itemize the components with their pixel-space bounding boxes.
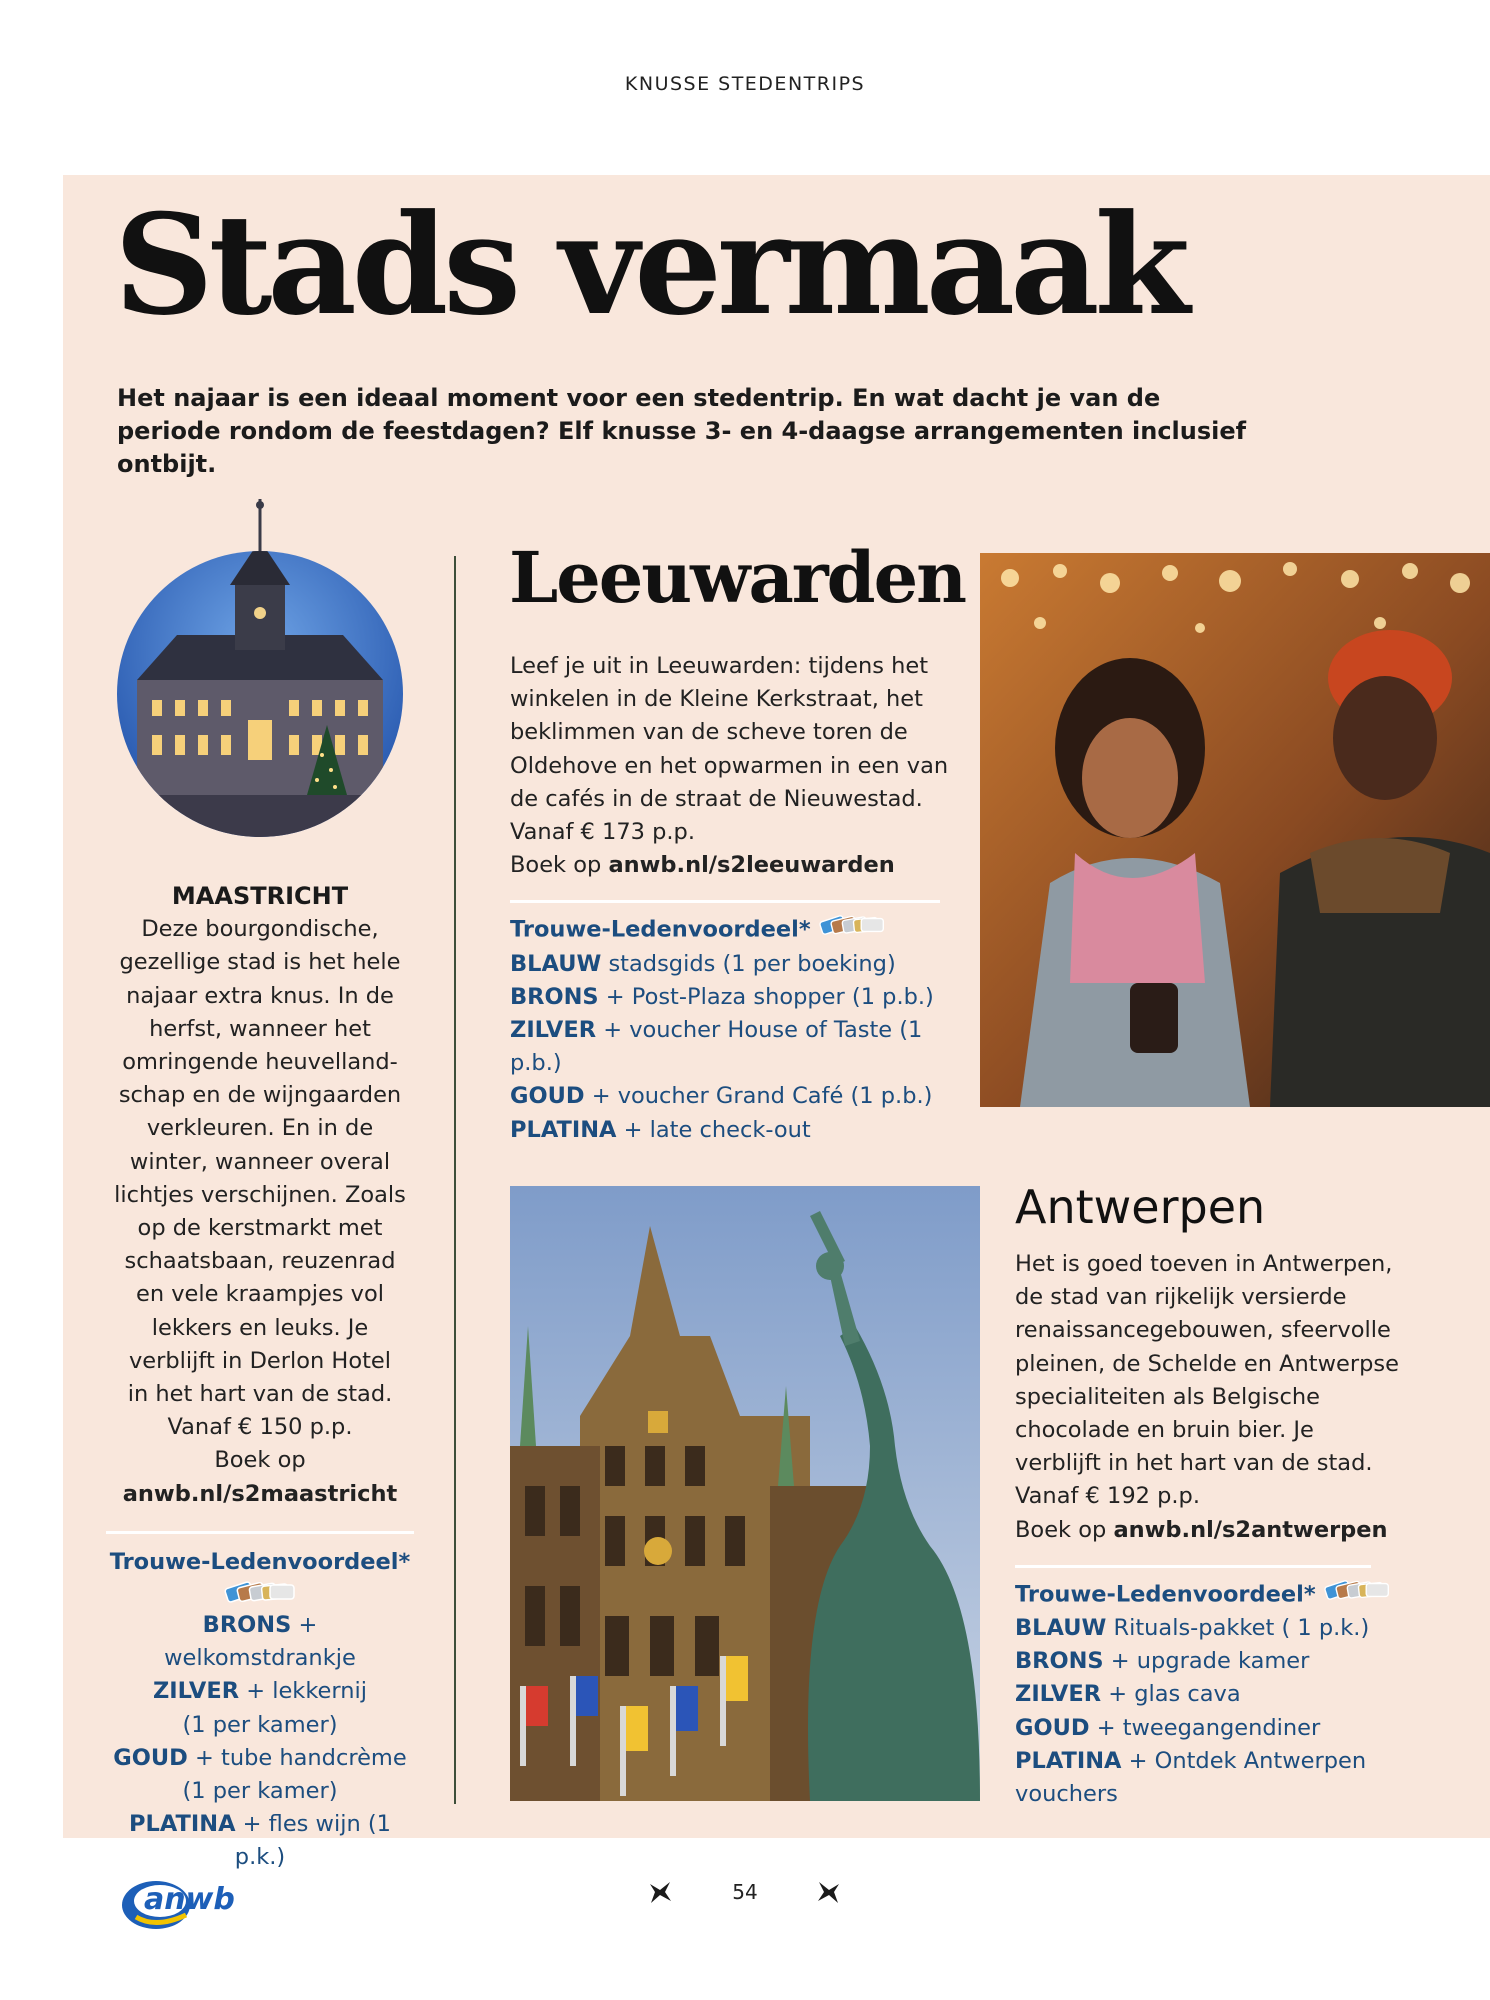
maastricht-bonus-title: Trouwe-Ledenvoordeel* [109, 1548, 411, 1575]
maastricht-book-link[interactable]: anwb.nl/s2maastricht [122, 1480, 398, 1507]
maastricht-line: lekkers en leuks. Je [151, 1314, 369, 1341]
antwerpen-price: Vanaf € 192 p.p. [1015, 1483, 1200, 1510]
maastricht-bonus-row: ZILVER + lekkernij [152, 1678, 368, 1705]
column-divider [454, 556, 456, 1804]
leeuwarden-heading: Leeuwarden [509, 536, 966, 619]
leeuwarden-bonus-title: Trouwe-Ledenvoordeel* [510, 913, 950, 947]
maastricht-line: schaatsbaan, reuzenrad [124, 1248, 396, 1275]
logo-text: anwb [144, 1882, 235, 1917]
divider [106, 1531, 414, 1534]
leeuwarden-bonus-row: ZILVER + voucher House of Taste (1 p.b.) [510, 1017, 923, 1077]
leeuwarden-bonus-row: GOUD + voucher Grand Café (1 p.b.) [510, 1083, 933, 1110]
antwerpen-body: Het is goed toeven in Antwerpen, de stad van rijkelijk versierde renaissancegebouwen, sfeervolle pleinen, de Schelde en Antwerpse specialiteiten als Belgische chocolade en bruin bier. Je verblijft in het hart van de stad. Vanaf € 192 p.p. Boek op anwb.nl/s2antwerpen Trouwe-Ledenvoordeel* BLAUW Rituals-pakket ( 1 p.k.) BRONS + upgrade kamer ZILVER + glas cava GOUD + tweegangendiner PLATINA + Ontdek Antwerpen vouchers [1015, 1248, 1455, 1811]
maastricht-column [106, 880, 414, 1875]
antwerpen-bonus-row: vouchers [1015, 1781, 1118, 1808]
maastricht-photo [117, 495, 403, 837]
section-kicker: KNUSSE STEDENTRIPS [624, 73, 866, 95]
intro-text: Het najaar is een ideaal moment voor een stedentrip. En wat dacht je van de periode rondom de feestdagen? Elf knusse 3- en 4-daagse arrangementen inclusief ontbijt. [117, 384, 1247, 478]
maastricht-bonus-row: (1 per kamer) [182, 1778, 338, 1805]
member-badge-icon [817, 913, 887, 947]
maastricht-heading: MAASTRICHT [171, 882, 349, 910]
maastricht-line: lichtjes verschijnen. Zoals [114, 1181, 406, 1208]
anwb-logo[interactable] [116, 1867, 242, 1933]
antwerpen-book-label: Boek op [1015, 1516, 1107, 1543]
antwerpen-photo [510, 1186, 980, 1801]
maastricht-line: verkleuren. En in de [146, 1115, 374, 1142]
antwerpen-book-link[interactable]: anwb.nl/s2antwerpen [1113, 1516, 1388, 1543]
page-number: 54 [732, 1880, 758, 1904]
antwerpen-bonus-row: BRONS + upgrade kamer [1015, 1648, 1310, 1675]
maastricht-line: Deze bourgondische, [141, 916, 379, 943]
maastricht-price: Vanaf € 150 p.p. [167, 1414, 353, 1441]
leeuwarden-bonus-row: PLATINA + late check-out [510, 1116, 811, 1143]
leeuwarden-price: Vanaf € 173 p.p. [510, 819, 695, 846]
leaf-ornament-icon [647, 1879, 673, 1905]
leeuwarden-book-label: Boek op [510, 852, 602, 879]
antwerpen-bonus-row: BLAUW Rituals-pakket ( 1 p.k.) [1015, 1615, 1370, 1642]
member-badge-icon [1322, 1578, 1392, 1612]
maastricht-bonus-row: PLATINA + fles wijn (1 p.k.) [129, 1811, 391, 1871]
antwerpen-heading: Antwerpen [1015, 1180, 1266, 1234]
maastricht-bonus-row: GOUD + tube handcrème [113, 1744, 407, 1771]
maastricht-line: en vele kraampjes vol [135, 1281, 385, 1308]
leaf-ornament-icon [816, 1879, 842, 1905]
maastricht-line: in het hart van de stad. [127, 1381, 393, 1408]
leeuwarden-book-link[interactable]: anwb.nl/s2leeuwarden [608, 852, 895, 879]
divider [1015, 1565, 1371, 1568]
leeuwarden-bonus-row: BRONS + Post-Plaza shopper (1 p.b.) [510, 983, 934, 1010]
maastricht-line: omringende heuvelland- [122, 1049, 398, 1076]
maastricht-line: herfst, wanneer het [149, 1015, 371, 1042]
antwerpen-bonus-title: Trouwe-Ledenvoordeel* [1015, 1578, 1455, 1612]
maastricht-line: verblijft in Derlon Hotel [128, 1347, 392, 1374]
maastricht-line: op de kerstmarkt met [137, 1215, 383, 1242]
leeuwarden-photo [980, 553, 1490, 1107]
antwerpen-bonus-row: PLATINA + Ontdek Antwerpen [1015, 1747, 1367, 1774]
page-title: Stads vermaak [114, 183, 1186, 346]
maastricht-book-label: Boek op [214, 1447, 306, 1474]
leeuwarden-body: Leef je uit in Leeuwarden: tijdens het winkelen in de Kleine Kerkstraat, het beklimmen van de scheve toren de Oldehove en het opwarmen in een van de cafés in de straat de Nieuwestad. Vanaf € 173 p.p. Boek op anwb.nl/s2leeuwarden Trouwe-Ledenvoordeel* BLAUW stadsgids (1 per boeking) BRONS + Post-Plaza shopper (1 p.b.) ZILVER + voucher House of Taste (1 p.b.) GOUD + voucher Grand Café (1 p.b.) PLATINA + late check-out [510, 650, 950, 1147]
maastricht-line: gezellige stad is het hele [119, 949, 401, 976]
maastricht-line: schap en de wijngaarden [118, 1082, 402, 1109]
maastricht-line: najaar extra knus. In de [126, 982, 394, 1009]
leeuwarden-bonus-row: BLAUW stadsgids (1 per boeking) [510, 950, 896, 977]
divider [510, 900, 940, 903]
maastricht-line: winter, wanneer overal [129, 1148, 391, 1175]
member-badge-icon [106, 1579, 414, 1609]
maastricht-bonus-row: BRONS + welkomstdrankje [164, 1612, 356, 1672]
antwerpen-bonus-row: GOUD + tweegangendiner [1015, 1714, 1321, 1741]
maastricht-bonus-row: (1 per kamer) [182, 1711, 338, 1738]
antwerpen-bonus-row: ZILVER + glas cava [1015, 1681, 1241, 1708]
